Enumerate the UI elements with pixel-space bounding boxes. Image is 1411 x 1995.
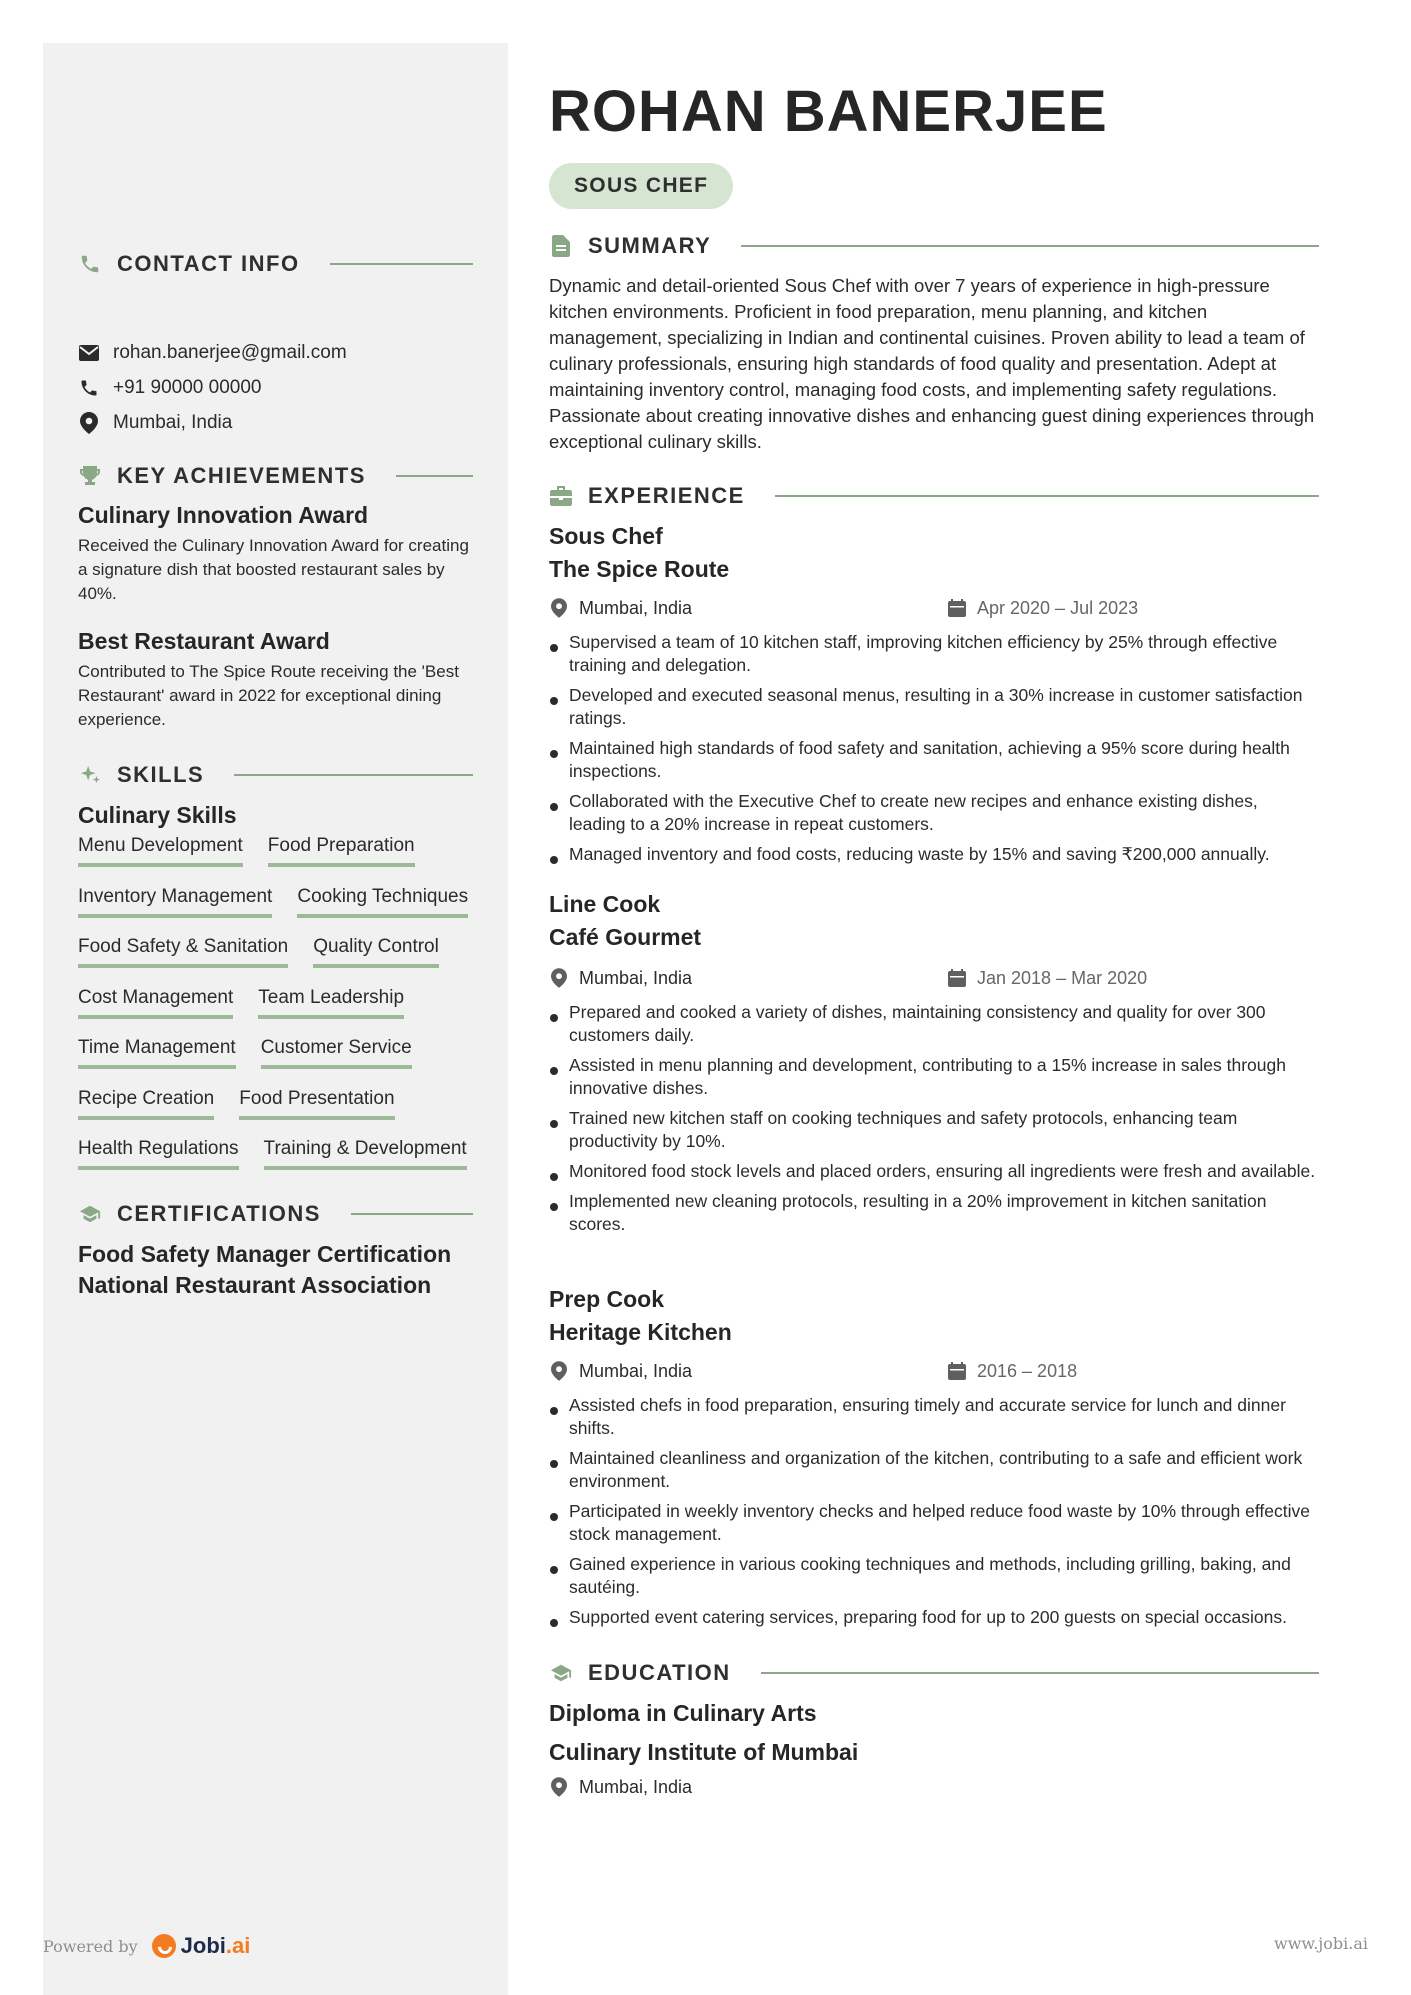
job-dates (947, 1360, 1077, 1382)
certifications-heading (78, 1199, 473, 1229)
job-bullet: Prepared and cooked a variety of dishes, maintaining consistency and quality for over 300 customers daily. (549, 1001, 1319, 1047)
section-divider (775, 495, 1319, 497)
contact-email[interactable] (78, 340, 347, 366)
experience-heading (549, 481, 1319, 511)
jobi-wordmark-main: Jobi (180, 1933, 226, 1958)
education-degree: Diploma in Culinary Arts (549, 1700, 817, 1726)
job-location (549, 597, 692, 619)
contact-info-heading (78, 249, 473, 279)
job-meta (549, 967, 1319, 993)
location-pin-icon (549, 1360, 569, 1382)
job-dates (947, 967, 1147, 989)
calendar-icon (947, 1360, 967, 1382)
skills-row (78, 886, 468, 918)
job-location-text: Mumbai, India (579, 1360, 693, 1381)
summary-title: SUMMARY (588, 233, 712, 258)
education-location-text: Mumbai, India (579, 1776, 693, 1797)
experience-title: EXPERIENCE (588, 483, 745, 508)
job-location (549, 1360, 692, 1382)
skill-tag: Food Presentation (239, 1088, 394, 1120)
job-dates-text: 2016 – 2018 (977, 1360, 1078, 1381)
skill-tag: Time Management (78, 1037, 236, 1069)
job-bullet: Collaborated with the Executive Chef to create new recipes and enhance existing dishes, leading to a 20% increase in repeat customers. (549, 790, 1319, 836)
job-company: Café Gourmet (549, 924, 702, 950)
candidate-name: ROHAN BANERJEE (549, 79, 1108, 144)
job-meta (549, 597, 1319, 623)
jobi-logo-icon (152, 1934, 176, 1958)
skill-tag: Quality Control (313, 936, 439, 968)
job-bullet: Developed and executed seasonal menus, resulting in a 30% increase in customer satisfaction ratings. (549, 684, 1319, 730)
job-bullet: Trained new kitchen staff on cooking techniques and safety protocols, enhancing team productivity by 10%. (549, 1107, 1319, 1153)
section-divider (234, 774, 473, 776)
skills-category: Culinary Skills (78, 802, 237, 828)
job-dates (947, 597, 1138, 619)
job-dates-text: Apr 2020 – Jul 2023 (977, 597, 1139, 618)
achievement-description: Contributed to The Spice Route receiving the 'Best Restaurant' award in 2022 for exceptional dining experience. (78, 662, 459, 729)
graduation-cap-icon (549, 1661, 573, 1685)
job-bullet: Implemented new cleaning protocols, resulting in a 20% improvement in kitchen sanitation scores. (549, 1190, 1319, 1236)
skill-tag: Inventory Management (78, 886, 272, 918)
job-company: Heritage Kitchen (549, 1319, 732, 1345)
skills-row (78, 936, 439, 968)
skills-title: SKILLS (117, 762, 205, 787)
certifications-title: CERTIFICATIONS (117, 1201, 321, 1226)
calendar-icon (947, 597, 967, 619)
job-bullets (549, 631, 1319, 873)
jobi-wordmark (181, 1933, 251, 1959)
contact-phone[interactable] (78, 375, 261, 401)
section-divider (396, 475, 473, 477)
location-pin-icon (549, 967, 569, 989)
achievements-title: KEY ACHIEVEMENTS (117, 463, 366, 488)
skill-tag: Cooking Techniques (297, 886, 468, 918)
education-meta (549, 1776, 1319, 1802)
job-bullet: Gained experience in various cooking techniques and methods, including grilling, baking, and sautéing. (549, 1553, 1319, 1599)
contact-email-text: rohan.banerjee@gmail.com (113, 342, 347, 363)
skill-tag: Food Safety & Sanitation (78, 936, 288, 968)
powered-by (43, 1933, 250, 1959)
jobi-logo[interactable] (152, 1933, 251, 1959)
website-link[interactable]: www.jobi.ai (1274, 1934, 1368, 1953)
education-school: Culinary Institute of Mumbai (549, 1739, 859, 1765)
contact-info-title: CONTACT INFO (117, 251, 300, 276)
sidebar (43, 43, 508, 1995)
briefcase-icon (549, 484, 573, 508)
achievements-heading (78, 461, 473, 491)
trophy-icon (78, 464, 102, 488)
skill-tag: Cost Management (78, 987, 233, 1019)
job-role: Prep Cook (549, 1286, 665, 1312)
job-bullet: Maintained cleanliness and organization of the kitchen, contributing to a safe and efficient work environment. (549, 1447, 1319, 1493)
job-meta (549, 1360, 1319, 1386)
skills-heading (78, 760, 473, 790)
section-divider (761, 1672, 1319, 1674)
location-pin-icon (549, 597, 569, 619)
achievement-title: Best Restaurant Award (78, 628, 330, 654)
certification-name: Food Safety Manager Certification (78, 1241, 452, 1267)
job-bullet: Maintained high standards of food safety and sanitation, achieving a 95% score during health inspections. (549, 737, 1319, 783)
skill-tag: Food Preparation (268, 835, 415, 867)
skill-tag: Customer Service (261, 1037, 412, 1069)
achievement-title: Culinary Innovation Award (78, 502, 369, 528)
job-location-text: Mumbai, India (579, 967, 693, 988)
phone-icon (78, 377, 100, 399)
skills-row (78, 1037, 412, 1069)
powered-by-label: Powered by (43, 1936, 138, 1956)
skills-row (78, 1088, 395, 1120)
skills-row (78, 835, 415, 867)
section-divider (330, 263, 473, 265)
job-bullet: Assisted chefs in food preparation, ensuring timely and accurate service for lunch and dinner shifts. (549, 1394, 1319, 1440)
location-pin-icon (78, 412, 100, 434)
document-icon (549, 234, 573, 258)
skill-tag: Training & Development (264, 1138, 467, 1170)
job-bullet: Monitored food stock levels and placed orders, ensuring all ingredients were fresh and available. (549, 1160, 1319, 1183)
job-bullet: Participated in weekly inventory checks and helped reduce food waste by 10% through effective stock management. (549, 1500, 1319, 1546)
job-location-text: Mumbai, India (579, 597, 693, 618)
jobi-wordmark-suffix: .ai (225, 1933, 251, 1958)
contact-phone-text: +91 90000 00000 (113, 377, 262, 398)
location-pin-icon (549, 1776, 569, 1798)
certification-issuer: National Restaurant Association (78, 1272, 432, 1298)
section-divider (351, 1213, 473, 1215)
education-heading (549, 1658, 1319, 1688)
skills-row (78, 987, 404, 1019)
sparkle-icon (78, 763, 102, 787)
section-divider (741, 245, 1319, 247)
skill-tag: Health Regulations (78, 1138, 239, 1170)
skill-tag: Menu Development (78, 835, 243, 867)
job-bullet: Assisted in menu planning and development, contributing to a 15% increase in sales through innovative dishes. (549, 1054, 1319, 1100)
skill-tag: Recipe Creation (78, 1088, 214, 1120)
summary-heading (549, 231, 1319, 261)
role-badge: SOUS CHEF (549, 163, 733, 209)
job-location (549, 967, 692, 989)
summary-text: Dynamic and detail-oriented Sous Chef with over 7 years of experience in high-pressure kitchen environments. Proficient in food preparation, menu planning, and kitchen management, specializing in Indian and continental cuisines. Proven ability to lead a team of culinary professionals, ensuring high standards of food quality and presentation. Adept at maintaining inventory control, managing food costs, and implementing safety regulations. Passionate about creating innovative dishes and enhancing guest dining experiences through exceptional culinary skills. (549, 275, 1315, 452)
job-dates-text: Jan 2018 – Mar 2020 (977, 967, 1148, 988)
education-title: EDUCATION (588, 1660, 731, 1685)
job-role: Sous Chef (549, 523, 663, 549)
contact-location (78, 410, 232, 436)
calendar-icon (947, 967, 967, 989)
envelope-icon (78, 342, 100, 364)
job-role: Line Cook (549, 891, 661, 917)
job-company: The Spice Route (549, 556, 730, 582)
graduation-cap-icon (78, 1202, 102, 1226)
job-bullet: Supported event catering services, preparing food for up to 200 guests on special occasions. (549, 1606, 1319, 1629)
job-bullet: Managed inventory and food costs, reducing waste by 15% and saving ₹200,000 annually. (549, 843, 1319, 866)
job-bullets (549, 1394, 1319, 1636)
education-location (549, 1776, 692, 1798)
job-bullet: Supervised a team of 10 kitchen staff, improving kitchen efficiency by 25% through effective training and delegation. (549, 631, 1319, 677)
skills-row (78, 1138, 467, 1170)
skill-tag: Team Leadership (258, 987, 404, 1019)
achievement-description: Received the Culinary Innovation Award for creating a signature dish that boosted restaurant sales by 40%. (78, 536, 469, 603)
contact-location-text: Mumbai, India (113, 412, 233, 433)
phone-icon (78, 252, 102, 276)
job-bullets (549, 1001, 1319, 1243)
